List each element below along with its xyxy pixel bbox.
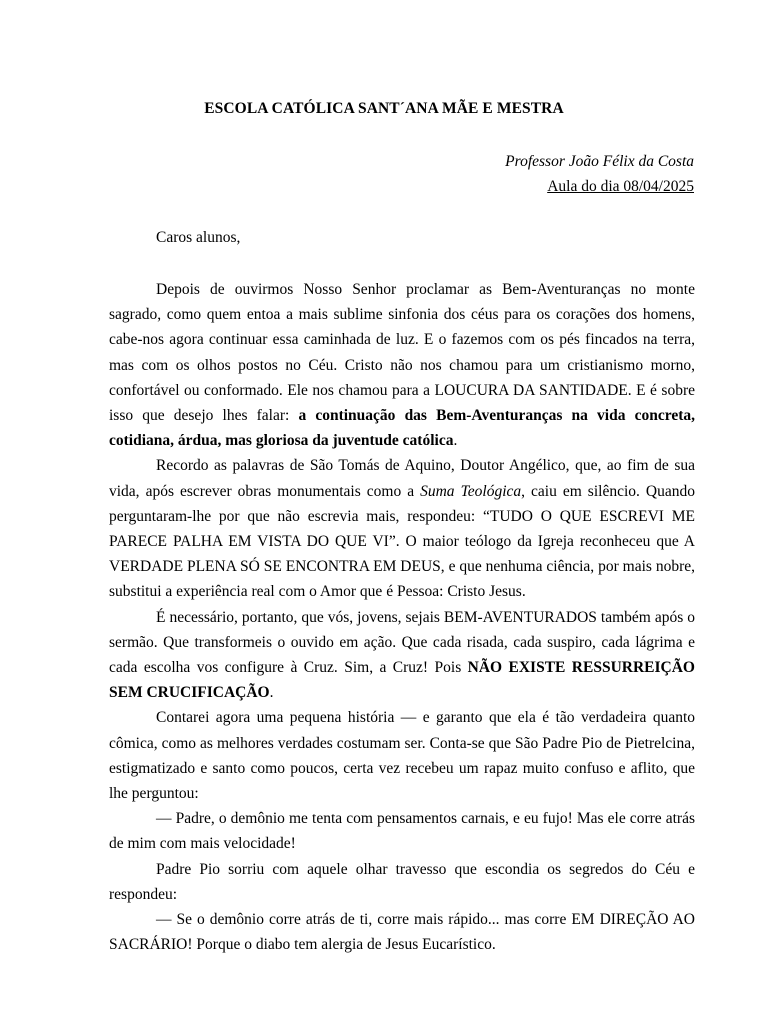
paragraph-emphasis: NÃO EXISTE RESSURREIÇÃO SEM CRUCIFICAÇÃO [109, 659, 695, 702]
paragraph-text: Depois de ouvirmos Nosso Senhor proclamar as Bem-Aventuranças no monte sagrado, como quem entoa a mais sublime sinfonia dos céus para os corações dos homens, cabe-nos agora continuar essa caminhada de luz. E o fazemos com os pés fincados na terra, mas com os olhos postos no Céu. Cristo não nos chamou para um cristianismo morno, confortável ou conformado. Ele nos chamou para a LOUCURA DA SANTIDADE. E é sobre isso que desejo lhes falar: [109, 281, 695, 425]
paragraph-emphasis: a continuação das Bem-Aventuranças na vida concreta, cotidiana, árdua, mas gloriosa da juventude católica [109, 407, 695, 450]
book-title: Suma Teológica [420, 482, 522, 500]
paragraph-text: Recordo as palavras de São Tomás de Aquino, Doutor Angélico, que, ao fim de sua vida, após escrever obras monumentais como a [109, 457, 695, 500]
lesson-date: Aula do dia 08/04/2025 [547, 178, 694, 195]
paragraph-dialogue-question: — Padre, o demônio me tenta com pensamentos carnais, e eu fujo! Mas ele corre atrás de mim com mais velocidade! [109, 810, 695, 853]
author-name: Professor João Félix da Costa [505, 153, 694, 170]
paragraph-blessed [109, 605, 695, 706]
school-title: ESCOLA CATÓLICA SANT´ANA MÃE E MESTRA [204, 100, 564, 117]
paragraph-aquinas [109, 453, 695, 604]
paragraph-text: . [269, 684, 274, 702]
paragraph-text: , caiu em silêncio. Quando perguntaram-lhe por que não escrevia mais, respondeu: “TUDO O QUE ESCREVI ME PARECE PALHA EM VISTA DO QUE VI”. O maior teólogo da Igreja reconheceu que A VERDADE PLENA SÓ SE ENCONTRA EM DEUS, e que nenhuma ciência, por mais nobre, substitui a experiência real com o Amor que é Pessoa: Cristo Jesus. [109, 482, 695, 601]
paragraph-padre-pio: Padre Pio sorriu com aquele olhar travesso que escondia os segredos do Céu e respondeu: [109, 860, 695, 903]
paragraph-intro [109, 277, 695, 453]
paragraph-text: É necessário, portanto, que vós, jovens, sejais BEM-AVENTURADOS também após o sermão. Que transformeis o ouvido em ação. Que cada risada, cada suspiro, cada lágrima e cada escolha vos configure à Cruz. Sim, a Cruz! Pois [109, 608, 695, 677]
paragraph-story: Contarei agora uma pequena história — e garanto que ela é tão verdadeira quanto cômica, como as melhores verdades costumam ser. Conta-se que São Padre Pio de Pietrelcina, estigmatizado e santo como poucos, certa vez recebeu um rapaz muito confuso e aflito, que lhe perguntou: [109, 709, 695, 803]
paragraph-text: . [453, 432, 458, 450]
greeting: Caros alunos, [156, 229, 241, 246]
letter-body [109, 277, 695, 957]
paragraph-dialogue-answer: — Se o demônio corre atrás de ti, corre mais rápido... mas corre EM DIREÇÃO AO SACRÁRIO! Porque o diabo tem alergia de Jesus Eucarístico. [109, 911, 695, 954]
